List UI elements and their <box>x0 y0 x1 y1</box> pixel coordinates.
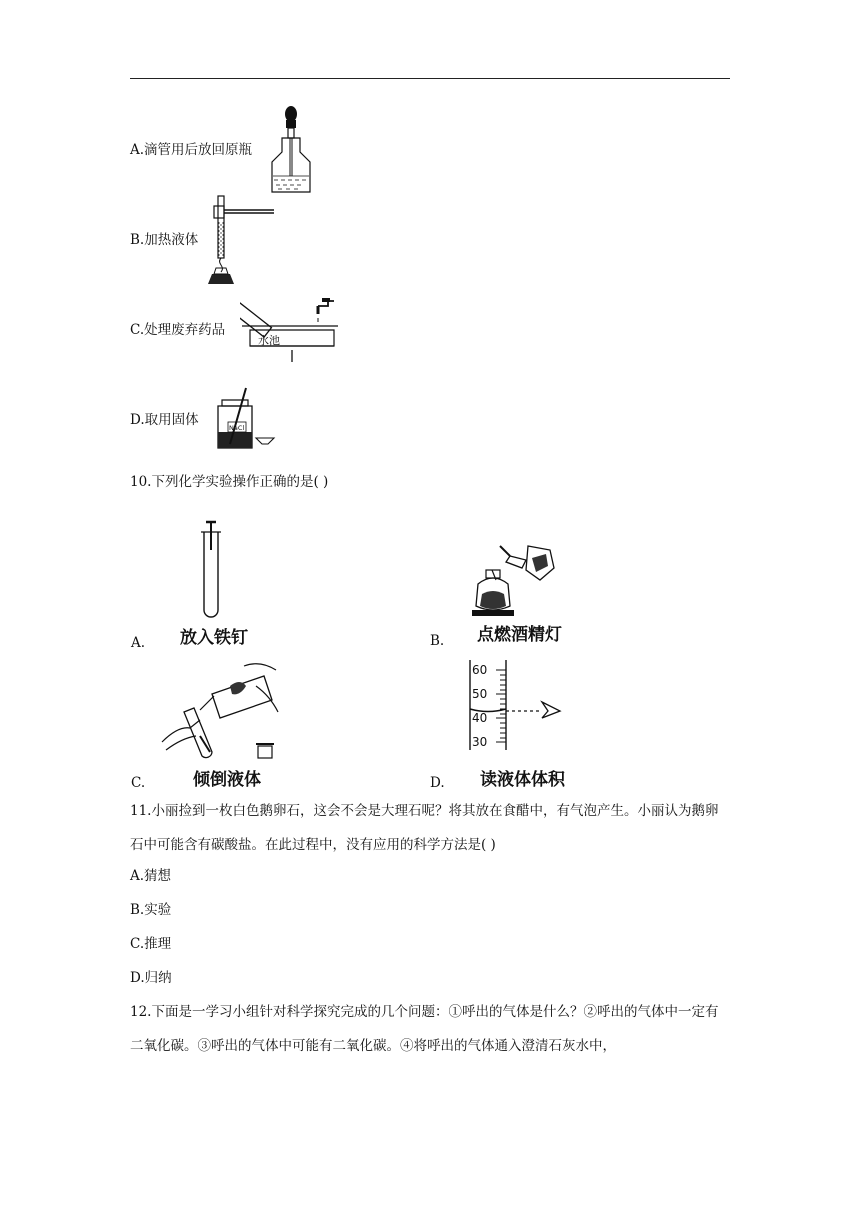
heating-tube-icon <box>208 194 276 286</box>
bottle-label: NaCl <box>229 424 245 432</box>
question-12: 12.下面是一学习小组针对科学探究完成的几个问题：①呼出的气体是什么？②呼出的气体中一定有二氧化碳。③呼出的气体中可能有二氧化碳。④将呼出的气体通入澄清石灰水中， <box>130 1004 719 1054</box>
question-10: 10.下列化学实验操作正确的是( ) <box>130 474 329 490</box>
option-d-text: D.取用固体 <box>130 412 199 428</box>
q10-option-a: A. <box>131 635 146 651</box>
pouring-liquid-icon <box>160 656 280 764</box>
test-tube-nail-icon <box>196 520 226 620</box>
alcohol-lamp-icon <box>470 540 560 618</box>
tick-30: 30 <box>472 735 488 749</box>
q10-option-d: D. <box>430 775 445 791</box>
graduated-cylinder-icon <box>466 658 566 754</box>
header-rule <box>130 78 730 79</box>
question-11: 11.小丽捡到一枚白色鹅卵石，这会不会是大理石呢？将其放在食醋中，有气泡产生。小丽认为鹅卵石中可能含有碳酸盐。在此过程中，没有应用的科学方法是( ) <box>130 803 719 853</box>
q11-option-a: A.猜想 <box>130 868 172 884</box>
solid-bottle-icon <box>212 386 282 454</box>
sink-label: 水池 <box>258 334 280 347</box>
q10-caption-d: 读液体体积 <box>480 770 565 790</box>
q10-option-c: C. <box>131 775 146 791</box>
option-b-text: B.加热液体 <box>130 232 199 248</box>
dropper-bottle-icon <box>268 104 314 194</box>
option-a-text: A.滴管用后放回原瓶 <box>130 142 253 158</box>
option-c-text: C.处理废弃药品 <box>130 322 226 338</box>
tick-60: 60 <box>472 663 488 677</box>
q10-caption-c: 倾倒液体 <box>193 770 261 790</box>
tick-40: 40 <box>472 711 488 725</box>
q10-caption-a: 放入铁钉 <box>180 628 248 648</box>
q11-option-d: D.归纳 <box>130 970 172 986</box>
sink-disposal-icon <box>240 296 340 364</box>
q11-option-c: C.推理 <box>130 936 172 952</box>
q10-option-b: B. <box>430 633 445 649</box>
q10-caption-b: 点燃酒精灯 <box>477 625 562 645</box>
q11-option-b: B.实验 <box>130 902 172 918</box>
tick-50: 50 <box>472 687 488 701</box>
